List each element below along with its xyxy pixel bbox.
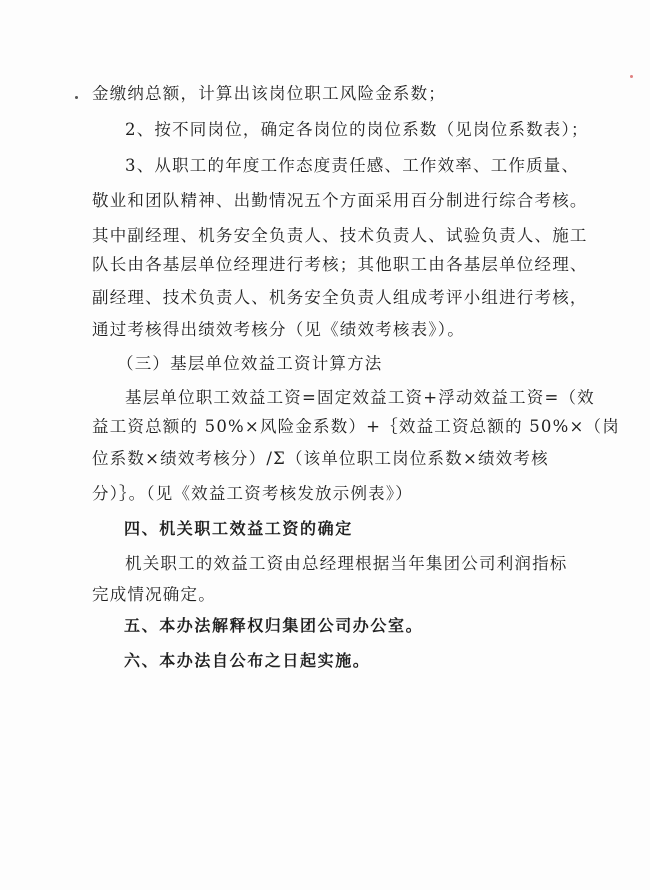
section-heading-4: 四、机关职工效益工资的确定 [124, 519, 353, 538]
text-line-10: 基层单位职工效益工资=固定效益工资+浮动效益工资=（效 [125, 388, 595, 407]
text-line-6: 队长由各基层单位经理进行考核；其他职工由各基层单位经理、 [92, 255, 588, 274]
text-line-2: 2、按不同岗位，确定各岗位的岗位系数（见岗位系数表）； [125, 120, 589, 139]
scan-red-mark [630, 75, 633, 78]
text-line-8: 通过考核得出绩效考核分（见《绩效考核表》）。 [92, 320, 465, 339]
text-line-11: 益工资总额的 50%×风险金系数）+｛效益工资总额的 50%×（岗 [92, 417, 620, 436]
text-line-3: 3、从职工的年度工作态度责任感、工作效率、工作质量、 [125, 156, 580, 175]
section-heading-3: （三）基层单位效益工资计算方法 [117, 354, 383, 373]
text-line-1: 金缴纳总额，计算出该岗位职工风险金系数； [92, 84, 446, 103]
section-heading-6: 六、本办法自公布之日起实施。 [124, 651, 371, 670]
section-heading-5: 五、本办法解释权归集团公司办公室。 [124, 616, 424, 635]
text-line-7: 副经理、技术负责人、机务安全负责人组成考评小组进行考核， [92, 288, 588, 307]
text-line-13: 分）｝。（见《效益工资考核发放示例表》） [92, 484, 413, 503]
text-line-12: 位系数×绩效考核分）/Σ（该单位职工岗位系数×绩效考核 [92, 449, 549, 468]
text-line-4: 敬业和团队精神、出勤情况五个方面采用百分制进行综合考核。 [92, 191, 588, 210]
scan-dot-mark [75, 96, 78, 99]
text-line-15: 机关职工的效益工资由总经理根据当年集团公司利润指标 [125, 554, 568, 573]
text-line-16: 完成情况确定。 [92, 585, 216, 604]
text-line-5: 其中副经理、机务安全负责人、技术负责人、试验负责人、施工 [92, 226, 588, 245]
